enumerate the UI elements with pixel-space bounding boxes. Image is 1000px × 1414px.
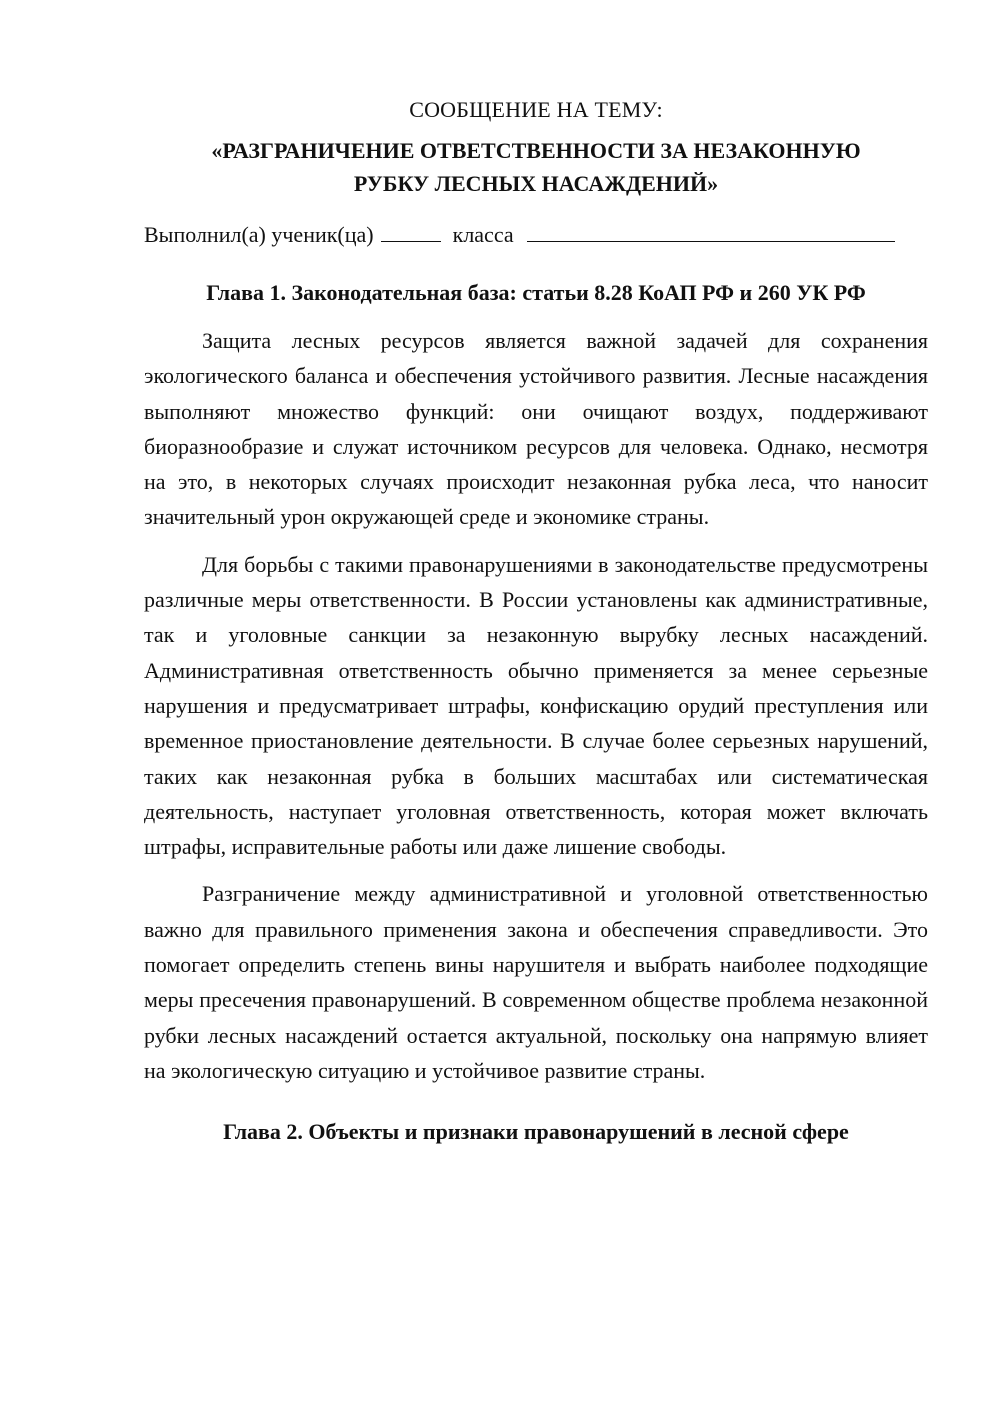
performer-label: Выполнил(а) ученик(ца) — [144, 222, 374, 247]
paragraph-1: Защита лесных ресурсов является важной задачей для сохранения экологического баланса и обеспечения устойчивого развития. Лесные насаждения выполняют множество функций: они очищают воздух, поддерживают биоразнообразие и служат источником ресурсов для человека. Однако, несмотря на это, в некоторых случаях происходит незаконная рубка леса, что наносит значительный урон окружающей среде и экономике страны. — [144, 328, 928, 530]
document-title — [144, 134, 928, 200]
document-header: СООБЩЕНИЕ НА ТЕМУ: — [409, 97, 663, 122]
performer-line — [144, 217, 928, 253]
class-number-blank — [381, 223, 441, 242]
chapter-2-heading: Глава 2. Объекты и признаки правонарушений в лесной сфере — [223, 1119, 849, 1145]
student-name-blank — [527, 223, 895, 242]
chapter-1-heading: Глава 1. Законодательная база: статьи 8.28 КоАП РФ и 260 УК РФ — [206, 280, 866, 305]
document-body — [144, 92, 928, 1150]
paragraph-3: Разграничение между административной и уголовной ответственностью важно для правильного применения закона и обеспечения справедливости. Это помогает определить степень вины нарушителя и выбрать наиболее подходящие меры пресечения правонарушений. В современном обществе проблема незаконной рубки лесных насаждений остается актуальной, поскольку она напрямую влияет на экологическую ситуацию и устойчивое развитие страны. — [144, 881, 928, 1083]
paragraph-2: Для борьбы с такими правонарушениями в законодательстве предусмотрены различные меры ответственности. В России установлены как административные, так и уголовные санкции за незаконную вырубку лесных насаждений. Административная ответственность обычно применяется за менее серьезные нарушения и предусматривает штрафы, конфискацию орудий преступления или временное приостановление деятельности. В случае более серьезных нарушений, таких как незаконная рубка в больших масштабах или систематическая деятельность, наступает уголовная ответственность, которая может включать штрафы, исправительные работы или даже лишение свободы. — [144, 551, 928, 860]
title-line-2: РУБКУ ЛЕСНЫХ НАСАЖДЕНИЙ» — [353, 171, 719, 196]
class-label: класса — [452, 222, 514, 247]
title-line-1: «РАЗГРАНИЧЕНИЕ ОТВЕТСТВЕННОСТИ ЗА НЕЗАКОННУЮ — [211, 138, 861, 163]
